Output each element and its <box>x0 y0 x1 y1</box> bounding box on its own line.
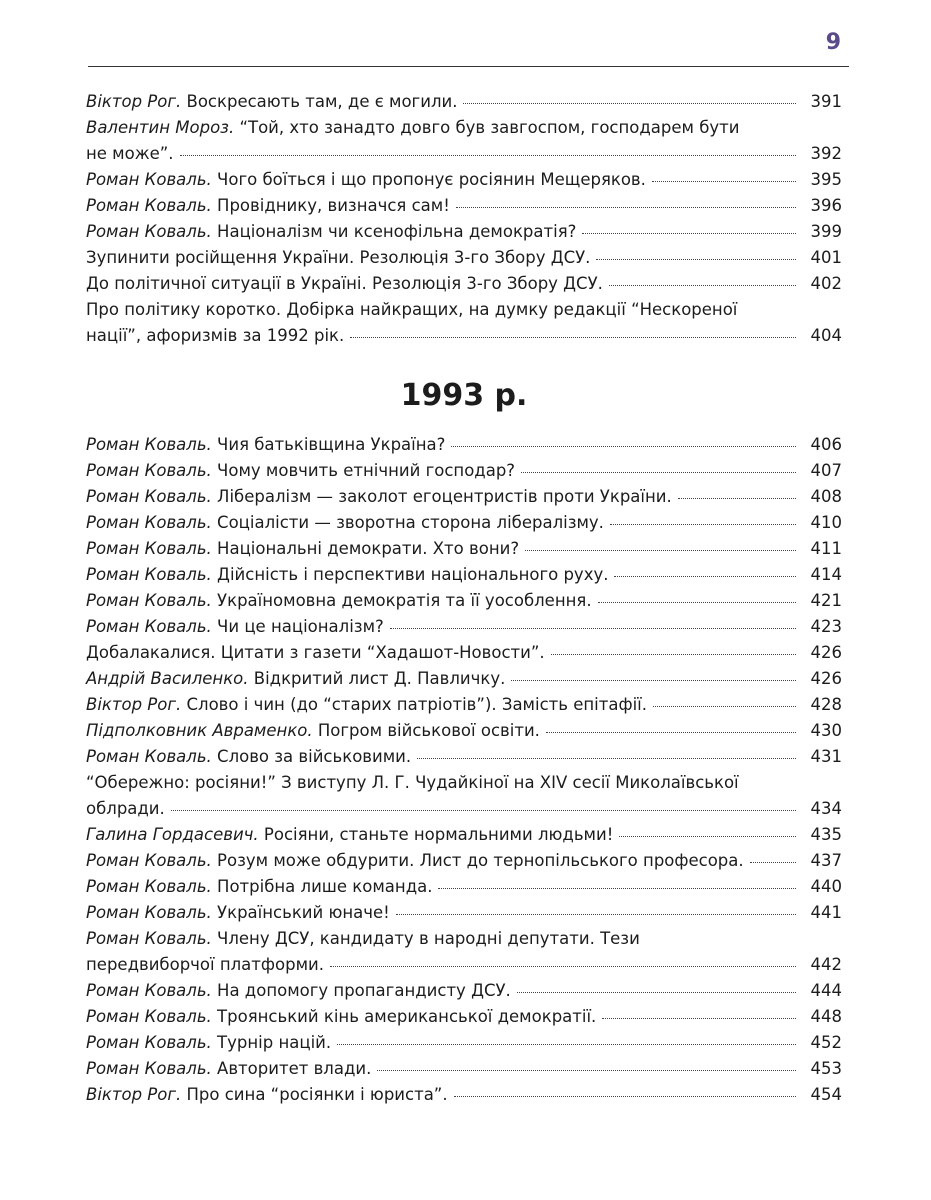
toc-entry-title: Україномовна демократія та її уособлення. <box>217 591 592 610</box>
toc-entry-line <box>86 432 842 458</box>
toc-leader-dots <box>438 887 796 889</box>
toc-entry[interactable] <box>86 874 842 900</box>
toc-entry-author: Роман Коваль. <box>86 617 212 636</box>
toc-entry[interactable] <box>86 297 842 349</box>
toc-page-number: 437 <box>810 851 842 870</box>
toc-entry-author: Валентин Мороз. <box>86 118 235 137</box>
toc-entry-title: облради. <box>86 799 165 818</box>
toc-entry[interactable] <box>86 718 842 744</box>
toc-entry-title: Провіднику, визначся сам! <box>217 196 450 215</box>
toc-entry-title: На допомогу пропагандисту ДСУ. <box>217 981 511 1000</box>
toc-entry-text <box>86 614 384 640</box>
toc-entry-line <box>86 1004 842 1030</box>
toc-page-number: 399 <box>810 222 842 241</box>
toc-leader-dots <box>171 809 796 811</box>
toc-leader-dots <box>610 523 796 525</box>
toc-entry[interactable] <box>86 562 842 588</box>
toc-page-number: 442 <box>810 955 842 974</box>
toc-entry-text <box>86 271 603 297</box>
toc-entry-title: нації”, афоризмів за 1992 рік. <box>86 326 345 345</box>
toc-entry-text <box>86 952 324 978</box>
page-number: 9 <box>825 30 841 55</box>
toc-entry-text <box>86 1030 331 1056</box>
toc-entry[interactable] <box>86 484 842 510</box>
toc-entry-text <box>86 297 737 323</box>
toc-leader-dots <box>602 1017 796 1019</box>
toc-entry-line <box>86 588 842 614</box>
toc-leader-dots <box>596 258 796 260</box>
toc-entry-line <box>86 822 842 848</box>
toc-entry[interactable] <box>86 614 842 640</box>
toc-entry-author: Роман Коваль. <box>86 1059 212 1078</box>
toc-entry-line <box>86 297 842 323</box>
toc-entry-author: Віктор Рог. <box>86 92 182 111</box>
toc-leader-dots <box>598 601 796 603</box>
toc-entry-line <box>86 458 842 484</box>
toc-entry[interactable] <box>86 666 842 692</box>
toc-entry-line <box>86 874 842 900</box>
toc-leader-dots <box>521 471 796 473</box>
toc-entry-author: Роман Коваль. <box>86 539 212 558</box>
toc-entry[interactable] <box>86 167 842 193</box>
toc-entry-line <box>86 692 842 718</box>
toc-page-number: 401 <box>810 248 842 267</box>
toc-entry-text <box>86 874 432 900</box>
toc-entry-line <box>86 193 842 219</box>
toc-entry-text <box>86 718 540 744</box>
toc-entry-author: Роман Коваль. <box>86 565 212 584</box>
toc-entry-text <box>86 167 646 193</box>
toc-list <box>86 432 842 1108</box>
toc-entry[interactable] <box>86 1004 842 1030</box>
toc-entry-line <box>86 484 842 510</box>
toc-entry-author: Роман Коваль. <box>86 1033 212 1052</box>
toc-entry-title: Націоналізм чи ксенофільна демократія? <box>217 222 577 241</box>
toc-entry-line <box>86 848 842 874</box>
toc-page-number: 391 <box>810 92 842 111</box>
toc-page-number: 404 <box>810 326 842 345</box>
toc-page-number: 408 <box>810 487 842 506</box>
toc-leader-dots <box>546 731 796 733</box>
toc-entry-line <box>86 770 842 796</box>
toc-leader-dots <box>377 1069 796 1071</box>
toc-page-number: 426 <box>810 643 842 662</box>
toc-entry-line <box>86 115 842 141</box>
toc-entry-title: Відкритий лист Д. Павличку. <box>253 669 506 688</box>
toc-page-number: 430 <box>810 721 842 740</box>
toc-entry-line <box>86 718 842 744</box>
toc-entry-text <box>86 666 505 692</box>
toc-entry[interactable] <box>86 1030 842 1056</box>
toc-entry-author: Роман Коваль. <box>86 1007 212 1026</box>
toc-entry-line <box>86 562 842 588</box>
toc-page-number: 444 <box>810 981 842 1000</box>
toc-entry-text <box>86 926 640 952</box>
toc-entry-line <box>86 1082 842 1108</box>
toc-entry-author: Роман Коваль. <box>86 929 212 948</box>
toc-leader-dots <box>511 679 796 681</box>
toc-entry-title: Розум може обдурити. Лист до тернопільського професора. <box>217 851 744 870</box>
toc-entry-author: Роман Коваль. <box>86 851 212 870</box>
toc-entry-text <box>86 770 739 796</box>
toc-leader-dots <box>337 1043 796 1045</box>
toc-entry[interactable] <box>86 588 842 614</box>
toc-leader-dots <box>619 835 796 837</box>
toc-page-number: 414 <box>810 565 842 584</box>
header-rule <box>88 66 849 67</box>
toc-entry-author: Віктор Рог. <box>86 1085 182 1104</box>
toc-entry[interactable] <box>86 89 842 115</box>
toc-leader-dots <box>551 653 796 655</box>
toc-entry-line <box>86 978 842 1004</box>
toc-page-number: 396 <box>810 196 842 215</box>
toc-entry-text <box>86 536 519 562</box>
toc-entry-title: Потрібна лише команда. <box>217 877 433 896</box>
toc-leader-dots <box>180 154 796 156</box>
toc-entry-text <box>86 640 545 666</box>
toc-entry[interactable] <box>86 510 842 536</box>
toc-entry[interactable] <box>86 432 842 458</box>
toc-entry-title: Слово і чин (до “старих патріотів”). Замість епітафії. <box>186 695 648 714</box>
toc-entry-author: Віктор Рог. <box>86 695 182 714</box>
toc-page-number: 453 <box>810 1059 842 1078</box>
toc-entry-text <box>86 1082 448 1108</box>
toc-entry-text <box>86 245 590 271</box>
toc-leader-dots <box>525 549 796 551</box>
toc-leader-dots <box>653 705 796 707</box>
toc-page-number: 406 <box>810 435 842 454</box>
toc-entry-author: Роман Коваль. <box>86 170 212 189</box>
toc-entry-text <box>86 141 174 167</box>
toc-entry-title: Воскресають там, де є могили. <box>186 92 458 111</box>
toc-entry-author: Роман Коваль. <box>86 461 212 480</box>
toc-entry-text <box>86 193 450 219</box>
toc-entry[interactable] <box>86 770 842 822</box>
toc-entry-line <box>86 141 842 167</box>
toc-leader-dots <box>396 913 796 915</box>
toc-entry-author: Роман Коваль. <box>86 513 212 532</box>
toc-entry-title: Троянський кінь американської демократії. <box>217 1007 597 1026</box>
toc-entry-line <box>86 271 842 297</box>
toc-entry-title: Зупинити російщення України. Резолюція 3-го Збору ДСУ. <box>86 248 591 267</box>
toc-entry-title: Члену ДСУ, кандидату в народні депутати. Тези <box>217 929 640 948</box>
toc-entry-text <box>86 219 576 245</box>
toc-entry-title: Турнір націй. <box>217 1033 332 1052</box>
toc-entry-text <box>86 796 165 822</box>
toc-entry-title: “Той, хто занадто довго був завгоспом, господарем бути <box>239 118 740 137</box>
toc-section-1992 <box>86 89 842 349</box>
toc-entry-line <box>86 323 842 349</box>
toc-entry-title: Дійсність і перспективи національного руху. <box>217 565 609 584</box>
toc-page-number: 448 <box>810 1007 842 1026</box>
toc-entry-text <box>86 978 511 1004</box>
toc-page-number: 454 <box>810 1085 842 1104</box>
toc-entry-line <box>86 614 842 640</box>
toc-entry[interactable] <box>86 1056 842 1082</box>
toc-entry-text <box>86 900 390 926</box>
toc-entry-author: Галина Гордасевич. <box>86 825 259 844</box>
toc-page-number: 392 <box>810 144 842 163</box>
section-heading: 1993 р. <box>400 378 528 413</box>
toc-entry-title: Національні демократи. Хто вони? <box>217 539 520 558</box>
toc-entry-text <box>86 323 344 349</box>
toc-entry-author: Роман Коваль. <box>86 222 212 241</box>
toc-entry[interactable] <box>86 115 842 167</box>
toc-entry-line <box>86 245 842 271</box>
toc-entry-text <box>86 115 740 141</box>
toc-page-number: 440 <box>810 877 842 896</box>
toc-entry-text <box>86 588 592 614</box>
toc-leader-dots <box>390 627 796 629</box>
toc-entry-title: Добалакалися. Цитати з газети “Хадашот-Новости”. <box>86 643 545 662</box>
toc-entry-line <box>86 536 842 562</box>
toc-entry-author: Роман Коваль. <box>86 435 212 454</box>
toc-entry[interactable] <box>86 744 842 770</box>
toc-page-number: 431 <box>810 747 842 766</box>
toc-entry-author: Роман Коваль. <box>86 747 212 766</box>
toc-entry-line <box>86 510 842 536</box>
toc-entry-title: передвиборчої платформи. <box>86 955 324 974</box>
toc-page-number: 411 <box>810 539 842 558</box>
toc-entry-author: Роман Коваль. <box>86 196 212 215</box>
toc-entry-line <box>86 89 842 115</box>
toc-entry-text <box>86 692 647 718</box>
toc-leader-dots <box>517 991 796 993</box>
toc-entry-line <box>86 900 842 926</box>
toc-leader-dots <box>678 497 796 499</box>
toc-entry-author: Роман Коваль. <box>86 981 212 1000</box>
toc-entry[interactable] <box>86 692 842 718</box>
toc-page-number: 435 <box>810 825 842 844</box>
toc-list <box>86 89 842 349</box>
toc-page-number: 421 <box>810 591 842 610</box>
toc-entry-line <box>86 219 842 245</box>
toc-entry-title: Соціалісти — зворотна сторона лібералізму. <box>217 513 604 532</box>
toc-entry-title: Чому мовчить етнічний господар? <box>217 461 516 480</box>
toc-entry-text <box>86 562 608 588</box>
toc-leader-dots <box>350 336 796 338</box>
toc-entry-line <box>86 926 842 952</box>
toc-entry-title: До політичної ситуації в Україні. Резолюція 3-го Збору ДСУ. <box>86 274 603 293</box>
toc-entry[interactable] <box>86 219 842 245</box>
toc-entry-author: Роман Коваль. <box>86 877 212 896</box>
toc-entry[interactable] <box>86 640 842 666</box>
toc-page-number: 434 <box>810 799 842 818</box>
toc-entry-title: Чи це націоналізм? <box>217 617 384 636</box>
toc-entry[interactable] <box>86 926 842 978</box>
toc-entry-title: не може”. <box>86 144 174 163</box>
toc-leader-dots <box>330 965 796 967</box>
toc-entry-title: Про сина “росіянки і юриста”. <box>186 1085 448 1104</box>
toc-entry-title: Лібералізм — заколот егоцентристів проти України. <box>217 487 672 506</box>
toc-entry-text <box>86 89 457 115</box>
toc-entry-title: Український юначе! <box>217 903 390 922</box>
toc-entry-line <box>86 666 842 692</box>
toc-leader-dots <box>454 1095 796 1097</box>
toc-entry[interactable] <box>86 900 842 926</box>
toc-entry-title: Погром військової освіти. <box>317 721 540 740</box>
toc-leader-dots <box>582 232 796 234</box>
toc-entry-title: Чого боїться і що пропонує росіянин Мещеряков. <box>217 170 646 189</box>
toc-leader-dots <box>614 575 796 577</box>
toc-entry-author: Андрій Василенко. <box>86 669 249 688</box>
toc-entry[interactable] <box>86 193 842 219</box>
toc-page-number: 426 <box>810 669 842 688</box>
toc-entry-title: Слово за військовими. <box>217 747 412 766</box>
toc-entry-text <box>86 744 411 770</box>
toc-leader-dots <box>652 180 796 182</box>
toc-entry-text <box>86 1056 371 1082</box>
toc-entry[interactable] <box>86 245 842 271</box>
toc-entry-line <box>86 167 842 193</box>
toc-page-number: 428 <box>810 695 842 714</box>
toc-entry-text <box>86 458 515 484</box>
toc-entry[interactable] <box>86 822 842 848</box>
toc-entry-line <box>86 1056 842 1082</box>
toc-leader-dots <box>456 206 796 208</box>
toc-section-1993 <box>86 432 842 1108</box>
toc-entry-author: Підполковник Авраменко. <box>86 721 313 740</box>
toc-entry[interactable] <box>86 848 842 874</box>
toc-entry-text <box>86 432 445 458</box>
toc-entry-title: “Обережно: росіяни!” З виступу Л. Г. Чудайкіної на XIV сесії Миколаївської <box>86 773 739 792</box>
toc-entry[interactable] <box>86 1082 842 1108</box>
toc-leader-dots <box>417 757 796 759</box>
toc-page-number: 395 <box>810 170 842 189</box>
toc-page-number: 410 <box>810 513 842 532</box>
toc-entry-line <box>86 796 842 822</box>
toc-entry[interactable] <box>86 536 842 562</box>
toc-page-number: 452 <box>810 1033 842 1052</box>
toc-entry-title: Чия батьківщина Україна? <box>217 435 446 454</box>
toc-entry-title: Про політику коротко. Добірка найкращих, на думку редакції “Нескореної <box>86 300 738 319</box>
toc-entry-author: Роман Коваль. <box>86 487 212 506</box>
toc-entry-author: Роман Коваль. <box>86 591 212 610</box>
toc-entry-line <box>86 1030 842 1056</box>
toc-page-number: 407 <box>810 461 842 480</box>
toc-entry[interactable] <box>86 978 842 1004</box>
toc-page-number: 423 <box>810 617 842 636</box>
toc-entry[interactable] <box>86 458 842 484</box>
toc-entry[interactable] <box>86 271 842 297</box>
toc-page-number: 402 <box>810 274 842 293</box>
toc-entry-line <box>86 640 842 666</box>
toc-entry-title: Росіяни, станьте нормальними людьми! <box>263 825 614 844</box>
toc-entry-text <box>86 484 672 510</box>
toc-leader-dots <box>750 861 796 863</box>
toc-entry-text <box>86 1004 596 1030</box>
toc-entry-line <box>86 744 842 770</box>
toc-entry-title: Авторитет влади. <box>217 1059 372 1078</box>
toc-leader-dots <box>451 445 796 447</box>
toc-page-number: 441 <box>810 903 842 922</box>
toc-leader-dots <box>609 284 796 286</box>
toc-entry-line <box>86 952 842 978</box>
toc-entry-author: Роман Коваль. <box>86 903 212 922</box>
toc-entry-text <box>86 848 744 874</box>
toc-leader-dots <box>463 102 796 104</box>
toc-entry-text <box>86 510 604 536</box>
toc-entry-text <box>86 822 613 848</box>
